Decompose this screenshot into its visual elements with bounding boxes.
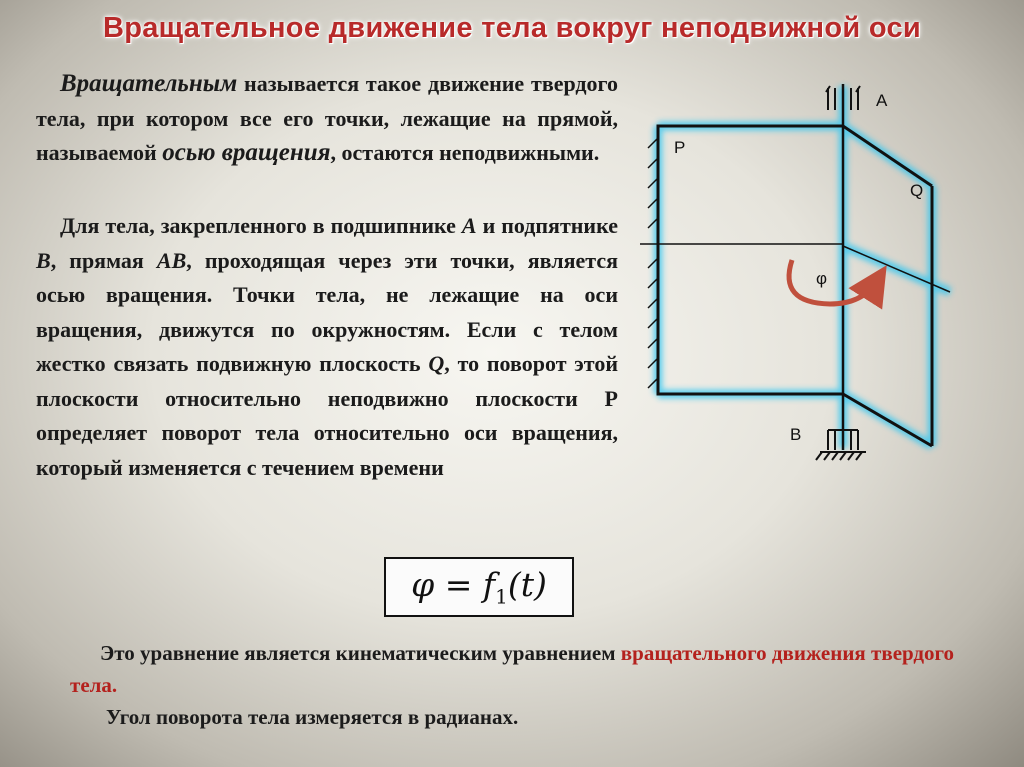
explanation-text-3: , прямая xyxy=(50,247,157,273)
explanation-text-1: Для тела, закрепленного в подшипнике xyxy=(60,213,462,238)
equation-box xyxy=(384,557,574,617)
definition-paragraph xyxy=(36,67,618,171)
label-phi: φ xyxy=(816,269,828,288)
explanation-text-4: , проходящая через эти точки, является осью вращения. Точки тела, не лежащие на оси вращения, движутся по окружностям. Если с телом жестко связать подвижную плоскость xyxy=(36,247,618,376)
term-rotational: Вращательным xyxy=(60,70,238,97)
line-ab-ref: АВ xyxy=(156,247,187,273)
explanation-paragraph xyxy=(36,209,618,485)
equation-note-text: Это уравнение является кинематическим уравнением xyxy=(100,641,621,665)
rotation-diagram xyxy=(640,78,970,468)
point-a-ref: А xyxy=(461,213,477,238)
term-axis-of-rotation: осью вращения xyxy=(162,139,331,166)
label-q: Q xyxy=(910,181,924,200)
explanation-text-5: , то поворот этой плоскости относительно неподвижно плоскости Р определяет поворот тела относительно оси вращения, который изменяется с течением времени xyxy=(36,351,618,480)
plane-p xyxy=(658,126,843,394)
rotation-arrow xyxy=(789,260,876,304)
label-a: A xyxy=(876,91,888,110)
explanation-text-2: и подпятнике xyxy=(476,213,619,238)
rotation-equation: $\varphi = f_1(t)$ xyxy=(411,565,547,609)
point-b-ref: В xyxy=(36,247,51,273)
definition-text-1: называется такое движение твердого тела, при котором все его точки, лежащие на прямой, называемой xyxy=(36,71,618,165)
equation-note-highlight: вращательного движения твердого тела. xyxy=(70,641,955,697)
equation-note xyxy=(70,637,970,701)
radians-note: Угол поворота тела измеряется в радианах. xyxy=(106,705,519,729)
plane-q-ref: Q xyxy=(428,351,445,376)
definition-text-2: , остаются неподвижными. xyxy=(330,140,600,165)
slide-title: Вращательное движение тела вокруг неподвижной оси xyxy=(102,12,922,44)
label-p: P xyxy=(674,138,686,157)
label-b: B xyxy=(790,425,802,444)
